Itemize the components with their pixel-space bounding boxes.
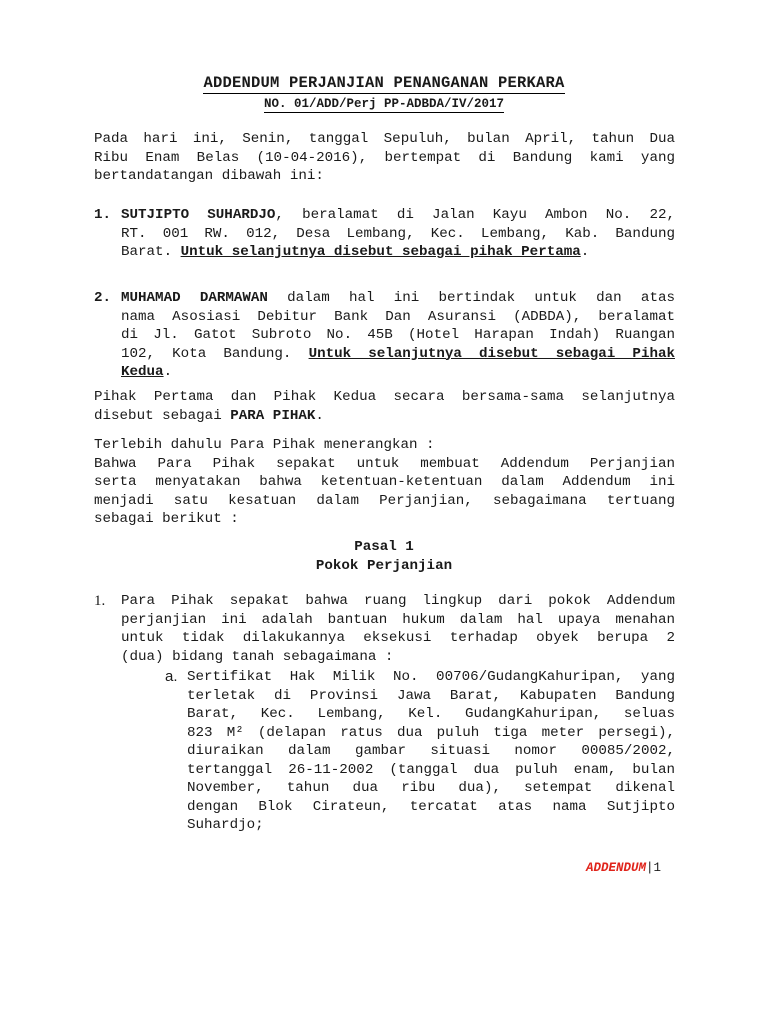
party-2-designation-end: Kedua — [121, 364, 164, 380]
party-2-name: MUHAMAD DARMAWAN — [121, 290, 268, 306]
subclause-a-line: dengan Blok Cirateun, tercatat atas nama Sutjipto — [187, 798, 675, 815]
page-number: 1 — [653, 861, 662, 875]
party-2-designation: Untuk selanjutnya disebut sebagai Pihak — [308, 345, 675, 362]
menerangkan-line: sebagai berikut : — [94, 511, 239, 527]
party-1-name: SUTJIPTO SUHARDJO — [121, 207, 276, 223]
party-1-designation: Untuk selanjutnya disebut sebagai pihak Pertama — [180, 244, 581, 260]
subclause-a-line: Barat, Kec. Lembang, Kel. GudangKahuripan, seluas — [187, 706, 675, 722]
party-1-line: SUTJIPTO SUHARDJO, beralamat di Jalan Kayu Ambon No. 22, — [121, 207, 675, 223]
subclause-a-line: diuraikan dalam gambar situasi nomor 00085/2002, — [187, 743, 675, 759]
clause-1-number: 1. — [94, 593, 106, 609]
party-2-number: 2. — [94, 290, 112, 306]
subclause-a-line: November, tahun dua ribu dua), setempat dikenal — [187, 780, 675, 796]
menerangkan-paragraph — [94, 436, 675, 529]
party-2-line: MUHAMAD DARMAWAN dalam hal ini bertindak untuk dan atas — [121, 290, 675, 306]
intro-line: Pada hari ini, Senin, tanggal Sepuluh, bulan April, tahun Dua — [94, 131, 675, 147]
footer-separator: | — [646, 861, 654, 875]
para-pihak-line: Pihak Pertama dan Pihak Kedua secara bersama-sama selanjutnya — [94, 389, 675, 405]
document-number: NO. 01/ADD/Perj PP-ADBDA/IV/2017 — [263, 97, 505, 111]
party-2-line: di Jl. Gatot Subroto No. 45B (Hotel Harapan Indah) Ruangan — [121, 327, 675, 343]
intro-paragraph — [94, 130, 675, 186]
subclause-a-letter: a. — [165, 668, 178, 685]
subclause-a-line: Sertifikat Hak Milik No. 00706/GudangKahuripan, yang — [187, 669, 675, 685]
intro-line: Ribu Enam Belas (10-04-2016), bertempat di Bandung kami yang — [94, 149, 675, 166]
party-1-number: 1. — [94, 207, 112, 223]
menerangkan-line: Terlebih dahulu Para Pihak menerangkan : — [94, 437, 435, 453]
party-2-line: nama Asosiasi Debitur Bank Dan Asuransi (ADBDA), beralamat — [121, 308, 675, 325]
subclause-a-line: 823 M² (delapan ratus dua puluh tiga meter persegi), — [187, 724, 675, 741]
clause-1-line: perjanjian ini adalah bantuan hukum dalam hal upaya menahan — [121, 611, 675, 628]
menerangkan-line: menjadi satu kesatuan dalam Perjanjian, sebagaimana tertuang — [94, 492, 675, 509]
party-1-line: Barat. Untuk selanjutnya disebut sebagai pihak Pertama. — [121, 244, 590, 260]
para-pihak-paragraph — [94, 388, 675, 425]
subclause-a-line: terletak di Provinsi Jawa Barat, Kabupaten Bandung — [187, 687, 675, 704]
footer-label: ADDENDUM — [586, 861, 647, 875]
clause-1-line: untuk tidak dilakukannya eksekusi terhadap obyek berupa 2 — [121, 630, 675, 646]
subclause-a-line: Suhardjo; — [187, 817, 264, 833]
menerangkan-line: serta menyatakan bahwa ketentuan-ketentuan dalam Addendum ini — [94, 474, 675, 490]
pasal-heading: Pasal 1 — [354, 539, 414, 555]
pasal-subheading: Pokok Perjanjian — [315, 558, 453, 574]
menerangkan-line: Bahwa Para Pihak sepakat untuk membuat Addendum Perjanjian — [94, 455, 675, 472]
page-footer — [586, 859, 661, 878]
para-pihak-term: PARA PIHAK — [230, 407, 316, 424]
clause-1-line: Para Pihak sepakat bahwa ruang lingkup dari pokok Addendum — [121, 593, 675, 609]
intro-line: bertandatangan dibawah ini: — [94, 168, 324, 184]
party-2-line: 102, Kota Bandung. Untuk selanjutnya disebut sebagai Pihak — [121, 345, 675, 362]
subclause-a-line: tertanggal 26-11-2002 (tanggal dua puluh enam, bulan — [187, 761, 675, 778]
clause-1-line: (dua) bidang tanah sebagaimana : — [121, 648, 394, 665]
party-2-line: Kedua. — [121, 364, 173, 380]
document-title: ADDENDUM PERJANJIAN PENANGANAN PERKARA — [203, 74, 565, 92]
para-pihak-line: disebut sebagai PARA PIHAK. — [94, 407, 324, 424]
party-1-line: RT. 001 RW. 012, Desa Lembang, Kec. Lembang, Kab. Bandung — [121, 225, 675, 242]
